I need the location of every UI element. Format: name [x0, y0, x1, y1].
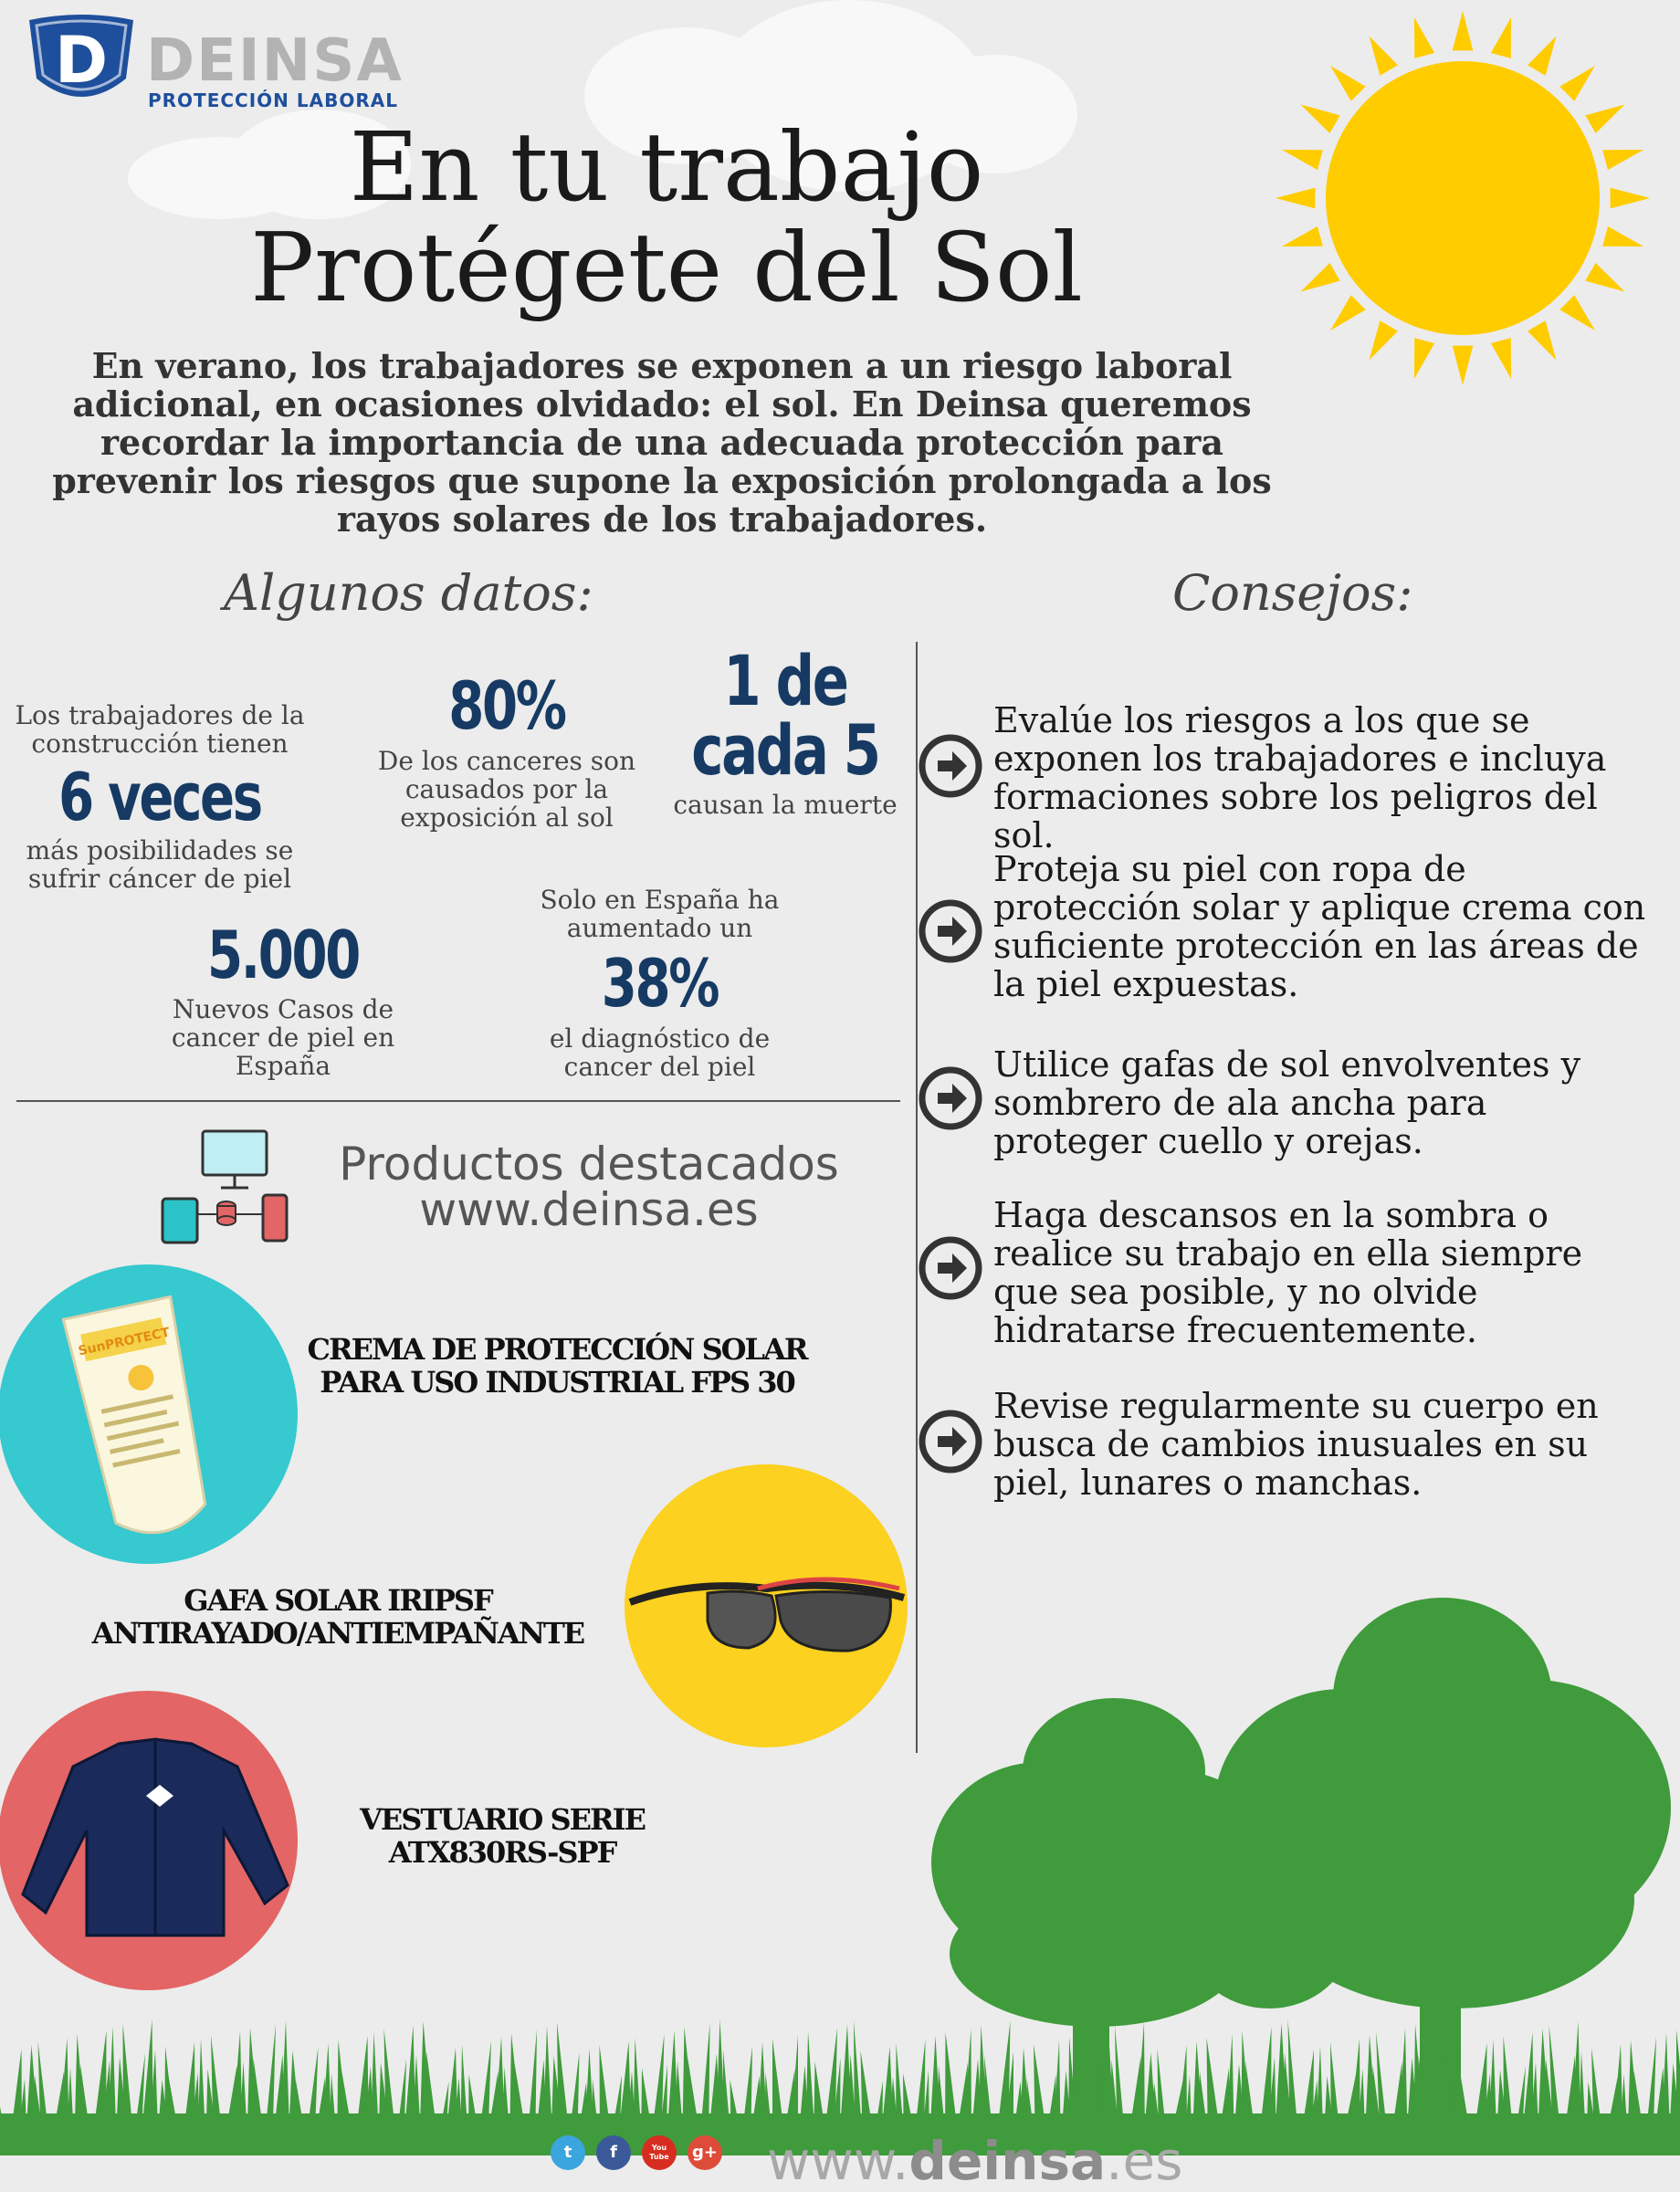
datos-heading: Algunos datos:	[224, 564, 593, 622]
sun-icon	[1269, 5, 1653, 388]
arrow-right-icon	[918, 733, 983, 799]
stat-post-text: causan la muerte	[673, 790, 898, 820]
consejo-item: Haga descansos en la sombra o realice su trabajo en ella siempre que sea posible, y no olvide hidratarse frecuentemente.	[993, 1195, 1583, 1350]
brand-tagline: PROTECCIÓN LABORAL	[148, 89, 398, 111]
consejo-item: Utilice gafas de sol envolventes y sombrero de ala ancha para proteger cuello y orejas.	[993, 1044, 1581, 1161]
sun-ray	[1453, 11, 1474, 50]
stat-1-de-cada-5	[653, 640, 918, 820]
sun-ray	[1330, 66, 1366, 101]
consejo-item: Evalúe los riesgos a los que se exponen los trabajadores e incluya formaciones sobre los peligros del sol.	[993, 700, 1607, 855]
stat-post-text: Nuevos Casos de cancer de piel en España	[171, 994, 395, 1081]
consejo-item: Proteja su piel con ropa de protección solar y aplique crema con suficiente protección en las áreas de la piel expuestas.	[993, 849, 1646, 1004]
productos-url[interactable]: www.deinsa.es	[419, 1183, 759, 1236]
safety-glasses-image	[621, 1552, 913, 1671]
sun-ray	[1491, 17, 1511, 58]
brand-name: DEINSA	[146, 27, 404, 95]
page-title	[146, 111, 1187, 323]
sun-ray	[1611, 188, 1650, 209]
sun-ray	[1370, 36, 1399, 75]
productos-title: Productos destacados	[339, 1138, 839, 1190]
stat-5000	[146, 915, 420, 1080]
sun-ray	[1282, 150, 1323, 170]
sun-ray	[1491, 338, 1511, 379]
stat-80-percent	[370, 665, 644, 832]
product-label-vestuario: VESTUARIO SERIE ATX830RS-SPF	[360, 1802, 645, 1870]
arrow-right-icon	[918, 898, 983, 964]
stat-big-line-2: cada 5	[691, 709, 879, 791]
arrow-right-icon	[918, 1409, 983, 1474]
horizontal-divider	[16, 1100, 900, 1102]
sun-ray	[1585, 105, 1624, 134]
stat-big-line-1: 1 de	[723, 640, 847, 721]
consejos-heading: Consejos:	[1172, 564, 1413, 622]
sun-ray	[1276, 188, 1315, 209]
stat-6-veces	[0, 701, 320, 893]
title-line-1: En tu trabajo	[349, 111, 984, 223]
youtube-icon[interactable]: You Tube	[642, 2135, 677, 2170]
deinsa-logo-icon	[24, 13, 139, 111]
work-jacket-image	[18, 1730, 292, 1949]
twitter-icon[interactable]: t	[551, 2135, 585, 2170]
product-label-crema: CREMA DE PROTECCIÓN SOLAR PARA USO INDUSTRIAL FPS 30	[307, 1332, 807, 1400]
stat-pre-text: Solo en España ha aumentado un	[540, 885, 780, 943]
stat-big-number: 80%	[448, 667, 565, 744]
sun-ray	[1602, 226, 1643, 246]
social-links	[551, 2135, 722, 2170]
google-plus-icon[interactable]: g+	[688, 2135, 722, 2170]
sunscreen-tube-image	[50, 1287, 233, 1561]
stat-pre-text: Los trabajadores de la construcción tienen	[15, 700, 305, 759]
stat-big-number: 38%	[601, 945, 719, 1022]
sun-ray	[1282, 226, 1323, 246]
product-label-gafa: GAFA SOLAR IRIPSF ANTIRAYADO/ANTIEMPAÑANTE	[91, 1583, 584, 1651]
sun-ray	[1453, 346, 1474, 385]
stat-post-text: más posibilidades se sufrir cáncer de piel	[26, 835, 294, 894]
arrow-right-icon	[918, 1235, 983, 1301]
devices-network-icon	[157, 1127, 296, 1255]
title-line-2: Protégete del Sol	[250, 212, 1083, 323]
sun-ray	[1414, 338, 1434, 379]
sun-ray	[1528, 320, 1557, 360]
facebook-icon[interactable]: f	[596, 2135, 631, 2170]
svg-text:D: D	[54, 23, 109, 98]
stat-post-text: el diagnóstico de cancer del piel	[549, 1023, 771, 1082]
stat-post-text: De los canceres son causados por la exposición al sol	[377, 746, 636, 833]
sun-ray	[1585, 263, 1624, 292]
sun-ray	[1330, 295, 1366, 330]
consejo-item: Revise regularmente su cuerpo en busca de cambios inusuales en su piel, lunares o manchas.	[993, 1386, 1599, 1503]
sun-ray	[1602, 150, 1643, 170]
arrow-right-icon	[918, 1065, 983, 1131]
sun-ray	[1370, 320, 1399, 360]
sun-ray	[1300, 263, 1339, 292]
sun-ray	[1559, 295, 1595, 330]
sun-ray	[1300, 105, 1339, 134]
intro-paragraph: En verano, los trabajadores se exponen a un riesgo laboral adicional, en ocasiones olvidado: el sol. En Deinsa queremos recordar la importancia de una adecuada protección para prevenir los riesgos que supone la exposición prolongada a los rayos solares de los trabajadores.	[52, 345, 1272, 540]
stat-38-percent	[516, 886, 803, 1081]
sun-ray	[1528, 36, 1557, 75]
svg-text:SunPROTECT: SunPROTECT	[77, 1325, 172, 1359]
stat-big-number: 6 veces	[58, 759, 261, 835]
stat-big-number: 5.000	[207, 917, 359, 993]
sun-ray	[1414, 17, 1434, 58]
productos-heading	[301, 1138, 877, 1236]
footer-url[interactable]: www.deinsa.es	[767, 2130, 1183, 2192]
sun-ray	[1559, 66, 1595, 101]
